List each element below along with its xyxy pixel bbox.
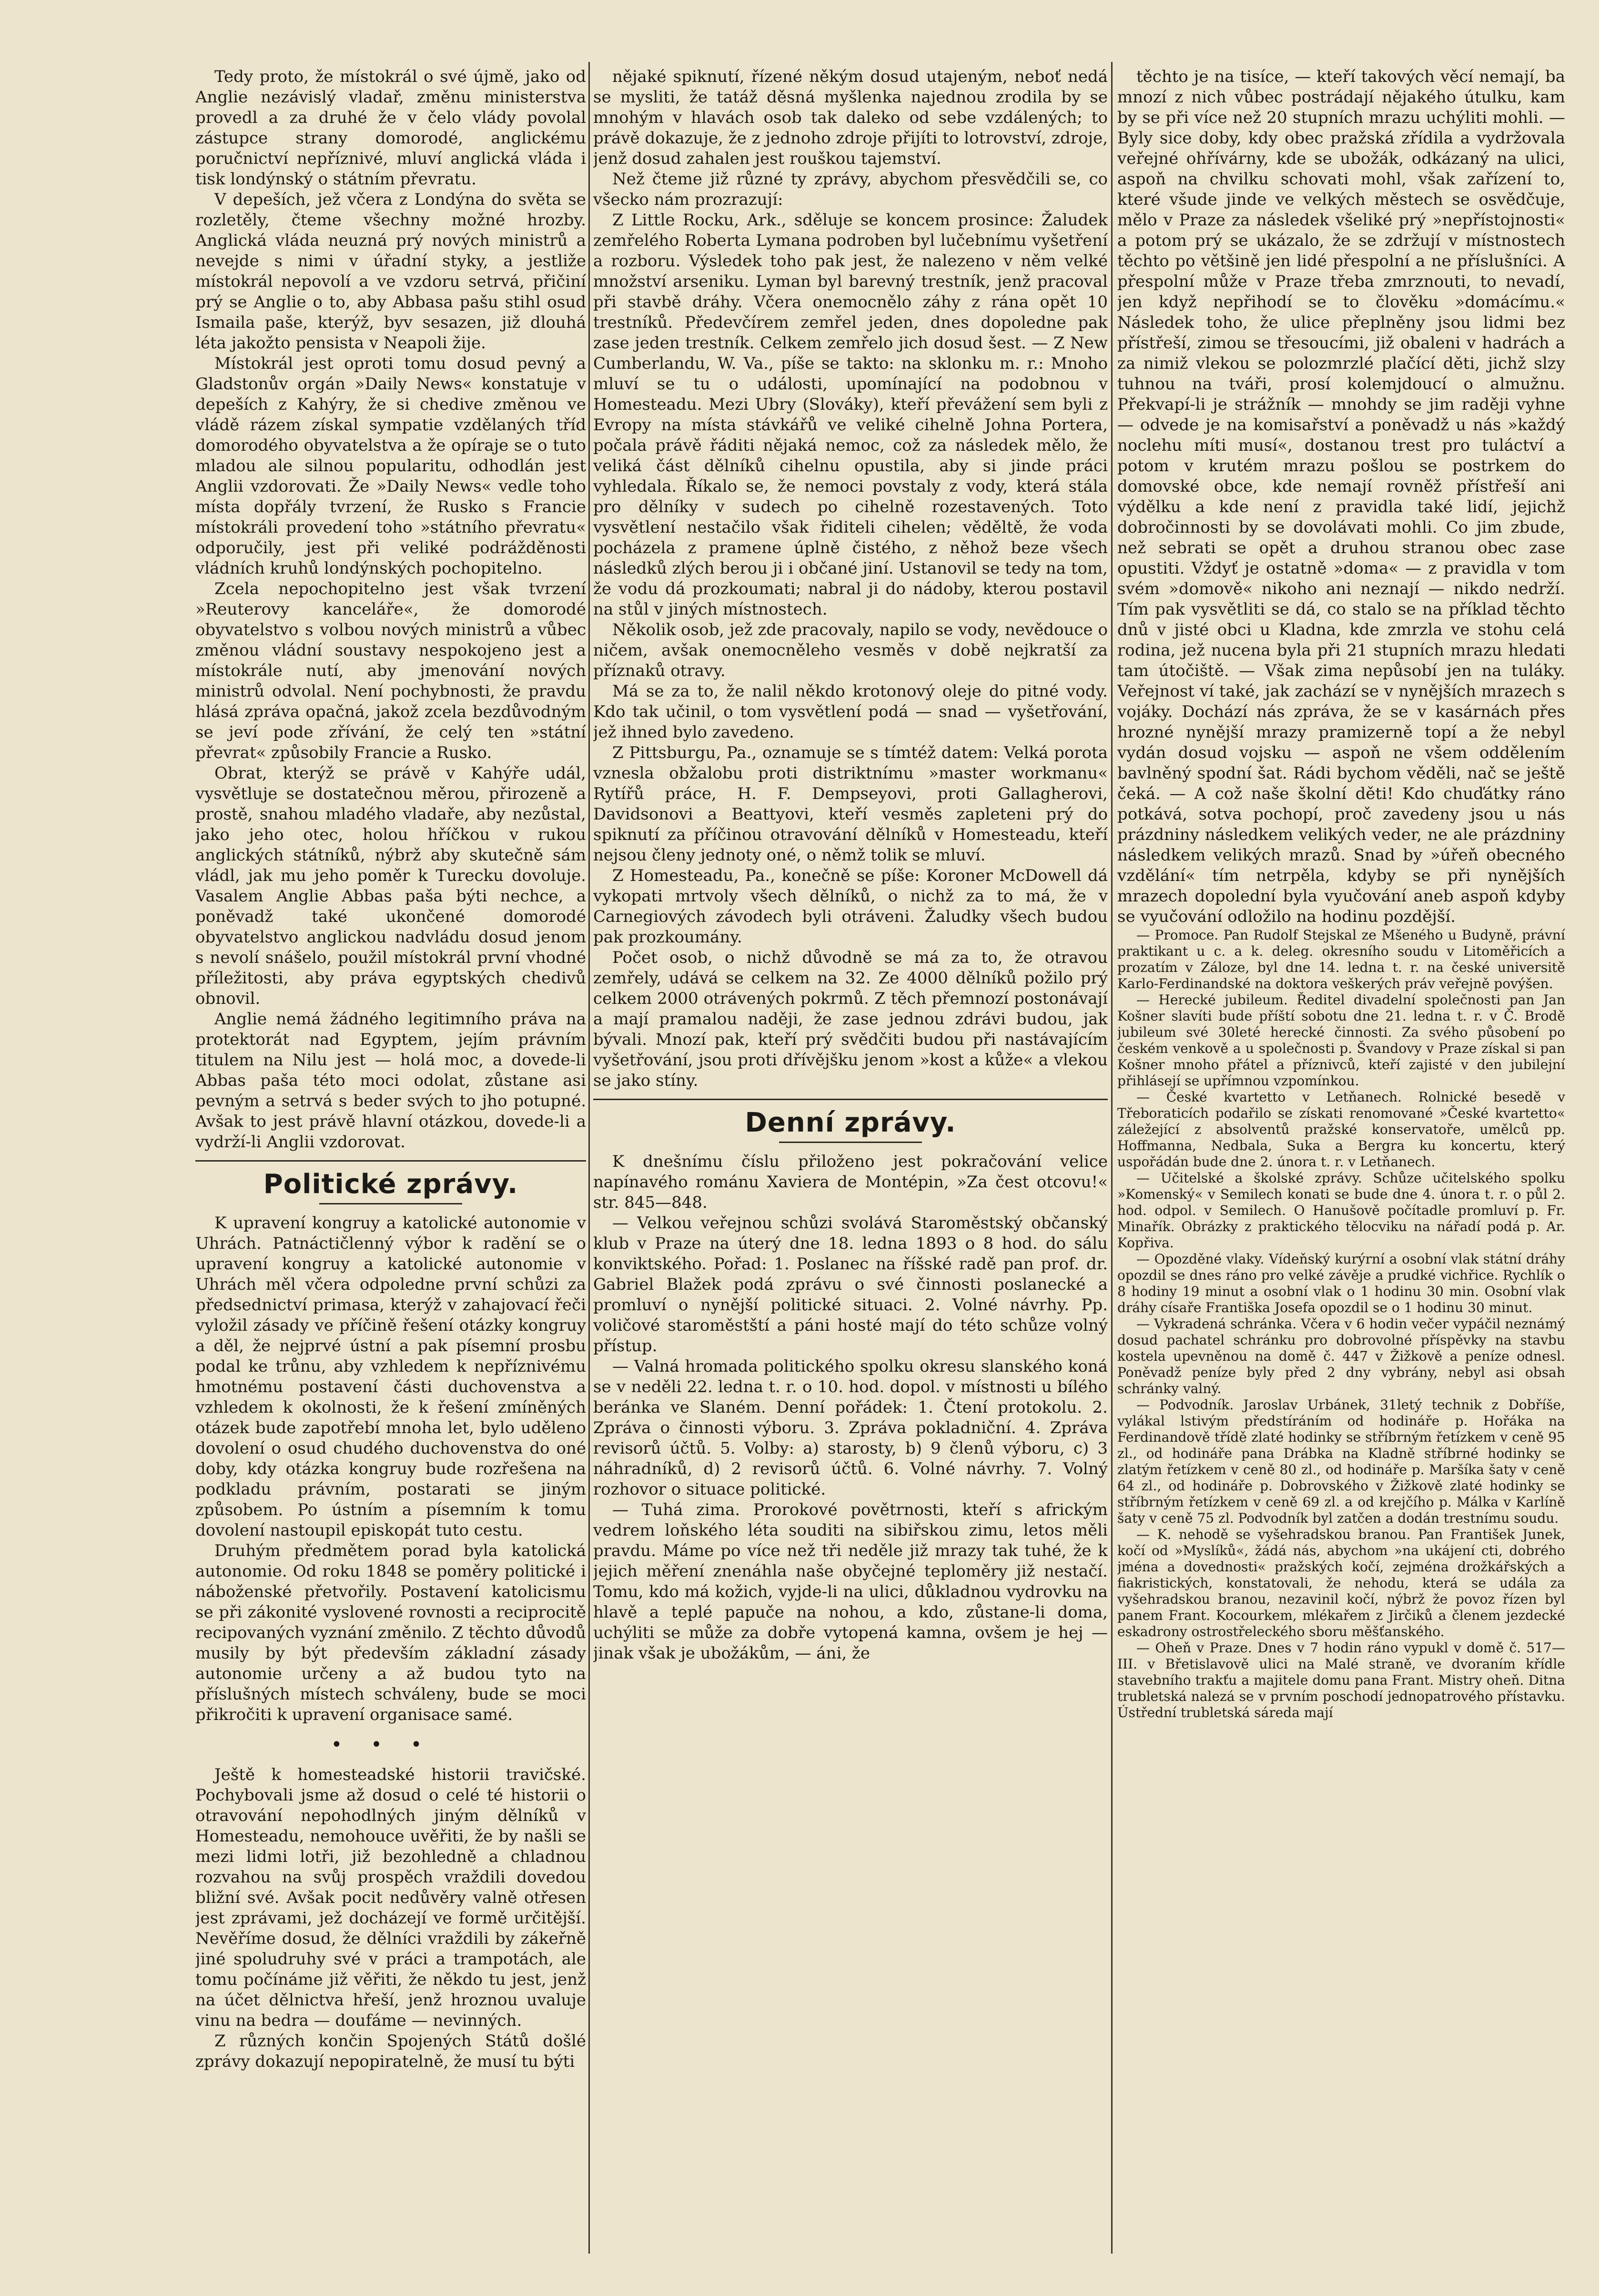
section-heading-politicke-zpravy: Politické zprávy. bbox=[263, 1169, 518, 1200]
paragraph: — Valná hromada politického spolku okresu slanského koná se v neděli 22. ledna t. r. o 10. hod. dopol. v místnosti u bílého beránka ve Slaném. Denní pořádek: 1. Čtení protokolu. 2. Zpráva o činnosti výboru. 3. Zpráva pokladniční. 4. Zpráva revisorů účtů. 5. Volby: a) starosty, b) 9 členů výboru, c) 3 náhradníků, d) 2 revisorů účtů. 6. Volné návrhy. 7. Volný rozhovor o situace politické. bbox=[593, 1357, 1108, 1499]
heading-underline bbox=[319, 1203, 462, 1204]
paragraph: Počet osob, o nichž důvodně se má za to, že otravou zemřely, udává se celkem na 32. Ze 4000 dělníků požilo prý celkem 2000 otrávených pokrmů. Z těch přemnozí postonávají a mají pramalou naději, že zase jednou zdrávi budou, jak bývali. Mnozí pak, kteří prý svědčiti budou při nastávajícím vyšetřování, jsou proti dřívějšku jenom »kost a kůže« a vlekou se jako stíny. bbox=[593, 948, 1108, 1090]
paragraph: Několik osob, jež zde pracovaly, napilo se vody, nevědouce o ničem, avšak onemocněleho vesměs v době nejkratší za příznaků otravy. bbox=[593, 620, 1108, 680]
column-3 bbox=[1117, 67, 1565, 2258]
section-divider bbox=[195, 1160, 586, 1162]
paragraph: Tedy proto, že místokrál o své újmě, jako od Anglie nezávislý vladař, změnu ministerstva provedl a za druhé že v čelo vlády povolal zástupce strany domorodé, anglickému poručnictví nepříznivé, mluví anglická vláda i tisk londýnský o státním převratu. bbox=[195, 67, 586, 189]
paragraph: těchto je na tisíce, — kteří takových věcí nemají, ba mnozí z nich vůbec postrádají nějakého útulku, kam by se při více než 20 stupních mrazu uchýliti mohli. — Byly sice doby, kdy obec pražská zřídila a vydržovala veřejné ohřívárny, kde se ubožák, odkázaný na ulici, aspoň na chvilku schovati mohl, však zařízení to, které všude jinde ve velkých městech se osvědčuje, mělo v Praze za následek všeliké prý »nepřístojnosti« a potom prý se ukázalo, že se zdržují v místnostech těchto po většině jen lidé přespolní a ne příslušníci. A přespolní může v Praze třeba zmrznouti, to nevadí, jen když nepřihodí se to člověku »domácímu.« Následek toho, že ulice přeplněny jsou lidmi bez přístřeší, zimou se třesoucími, již obaleni v hadrách a za nimiž vlekou se polozmrzlé plačící děti, jichž slzy tuhnou na tváři, prosí kolemjdoucí o almužnu. Překvapí-li je strážník — mnohdy se jim raději vyhne — odvede je na komisařství a poněvadž u nás »každý noclehu míti musí«, dostanou trest pro tuláctví a potom v krutém mrazu pošlou se postrkem do domovské obce, kde nemají rovněž přístřeší ani výdělku a kde není z pravidla také lidí, jejichž dobročinnosti by se dovolávati mohli. Co jim zbude, než sebrati se opět a druhou stranou obec zase opustiti. Vždyť je ostatně »doma« — z pravidla v tom svém »domově« nikoho ani neznají — nikdo nedrží. Tím pak vysvětliti se dá, co stalo se na příklad těchto dnů v jisté obci u Kladna, kde zmrzla ve stohu celá rodina, jež nucena byla při 21 stupních mrazu hledati tam útočiště. — Však zima nepůsobí jen na tuláky. Veřejnost ví také, jak zachází se v nynějších mrazech s vojáky. Dochází nás zpráva, že se v kasárnách přes hrozné nynější mrazy pramizerně topí a že nebyl vydán dosud vojsku — aspoň ne všem oddělením bavlněný spodní šat. Rádi bychom věděli, nač se ještě čeká. — A což naše školní děti! Kdo chuďátky ráno potkává, sotva pochopí, proč zavedeny jsou u nás prázdniny následkem velikých veder, ne ale prázdniny následkem velikých mrazů. Snad by »úřeň obecného vzdělání« tím netrpěla, kdyby se při nynějších mrazech dopolední byla vyučování aneb aspoň kdyby se vyučování odložilo na hodinu pozdější. bbox=[1117, 67, 1565, 926]
paragraph: Místokrál jest oproti tomu dosud pevný a Gladstonův orgán »Daily News« konstatuje v depeších z Kahýry, že si chedive změnou ve vládě rázem získal sympatie vzdělaných tříd domorodého obyvatelstva a že opíraje se o tuto mladou ale silnou popularitu, odhodlán jest Anglii vzdorovati. Že »Daily News« vedle toho místa dopřály tvrzení, že Rusko s Francie místokráli provedení toho »státního převratu« odporučily, jest při veliké podrážděnosti vládních kruhů londýnských pochopitelno. bbox=[195, 354, 586, 578]
asterism-divider: ••• bbox=[331, 1734, 451, 1756]
column-rule bbox=[588, 62, 590, 2254]
paragraph: Ještě k homesteadské historii travičské. Pochybovali jsme až dosud o celé té historii o otravování nepohodlných jiným dělníků v Homesteadu, nemohouce uvěřiti, že by našli se mezi lidmi lotři, již bezohledně a chladnou rozvahou na svůj prospěch vraždili dovedou bližní své. Avšak pocit nedůvěry valně otřesen jest zprávami, jež docházejí ve formě určitější. Nevěříme dosud, že dělníci vraždili by zákeřně jiné spoludruhy své v práci a trampotách, ale tomu počínáme již věřiti, že někdo tu jest, jenž na účet dělnictva hřeší, jenž hroznou uvaluje vinu na bedra — doufáme — nevinných. bbox=[195, 1765, 586, 2030]
column-2 bbox=[593, 67, 1108, 2258]
column-rule bbox=[1111, 62, 1113, 2254]
news-item: — Promoce. Pan Rudolf Stejskal ze Mšeného u Budyně, právní praktikant u c. a k. deleg. okresního soudu v Litoměřicích a prozatím v Záloze, byl dne 14. ledna t. r. na české universitě Karlo-Ferdinandské na doktora veškerých práv veřejně povýšen. bbox=[1117, 927, 1565, 991]
paragraph: Zcela nepochopitelno jest však tvrzení »Reuterovy kanceláře«, že domorodé obyvatelstvo s volbou nových ministrů a vůbec změnou vládní soustavy nespokojeno jest a místokrále nutí, aby jmenování nových ministrů odvolal. Není pochybnosti, že pravdu hlásá zpráva opačná, jakož zcela bezdůvodným se jeví pode zřívání, že celý ten »státní převrat« způsobily Francie a Rusko. bbox=[195, 579, 586, 762]
news-item: — České kvartetto v Letňanech. Rolnické besedě v Třeboraticích podařilo se získati renomované »České kvartetto« záležející z absolventů pražské konservatoře, umělců pp. Hoffmanna, Nedbala, Suka a Bergra ku koncertu, který uspořádán bude dne 2. února t. r. v Letňanech. bbox=[1117, 1089, 1565, 1170]
news-item: — Opozděné vlaky. Vídeňský kurýrní a osobní vlak státní dráhy opozdil se dnes ráno pro velké závěje a prudké vichřice. Rychlík o 8 hodiny 19 minut a osobní vlak o 1 hodinu 30 min. Osobní vlak dráhy císaře Františka Josefa opozdil se o 1 hodinu 30 minut. bbox=[1117, 1251, 1565, 1315]
news-briefs bbox=[1117, 927, 1565, 1721]
paragraph: — Tuhá zima. Prorokové povětrnosti, kteří s africkým vedrem loňského léta souditi na sibiřskou zimu, letos měli pravdu. Máme po více než tři neděle již mrazy tak tuhé, že k jejich měření znenáhla naše obyčejné teploměry již nestačí. Tomu, kdo má kožich, vyjde-li na ulici, důkladnou vydrovku na hlavě a teplé papuče na nohou, a kdo, zůstane-li doma, uchýliti se může za dobře vytopená kamna, ovšem je hej — jinak však je ubožákům, — áni, že bbox=[593, 1500, 1108, 1663]
paragraph: nějaké spiknutí, řízené někým dosud utajeným, neboť nedá se mysliti, že tatáž děsná myšlenka najednou zrodila by se mnohým v hlavách osob tak daleko od sebe vzdálených; to právě dokazuje, že z jednoho zdroje přijíti to lotrovství, zdroje, jenž dosud zahalen jest rouškou tajemství. bbox=[593, 67, 1108, 168]
news-item: — Herecké jubileum. Ředitel divadelní společnosti pan Jan Košner slavíti bude příští sobotu dne 21. ledna t. r. v Č. Brodě jubileum své 30leté herecké činnosti. Za svého působení po českém venkově a u společnosti p. Švandovy v Praze získal si pan Košner mnoho přátel a příznivců, kteří zajisté v den jubilejní přihlásejí se upřímnou vzpomínkou. bbox=[1117, 992, 1565, 1089]
news-item: — Učitelské a školské zprávy. Schůze učitelského spolku »Komenský« v Semilech konati se bude dne 4. února t. r. o půl 2. hod. odpol. v Semilech. O Hanušově počítadle promluví p. Fr. Minařík. Obrázky z praktického tělocviku na nářadí podá p. Ar. Kopřiva. bbox=[1117, 1170, 1565, 1251]
section-divider bbox=[593, 1099, 1108, 1100]
paragraph: Než čteme již různé ty zprávy, abychom přesvědčili se, co všecko nám prozrazují: bbox=[593, 170, 1108, 209]
heading-underline bbox=[779, 1142, 922, 1143]
column-1 bbox=[195, 67, 586, 2258]
paragraph: — Velkou veřejnou schůzi svolává Staroměstský občanský klub v Praze na úterý dne 18. ledna 1893 o 8 hod. do sálu konviktského. Pořad: 1. Poslanec na říšské radě pan prof. dr. Gabriel Blažek podá zprávu o své činnosti poslanecké a promluví o nynější politické situaci. 2. Volné návrhy. Pp. voličové staroměstští a páni hosté mají do této schůze volný přístup. bbox=[593, 1214, 1108, 1355]
paragraph: Má se za to, že nalil někdo krotonový oleje do pitné vody. Kdo tak učinil, o tom vysvětlení podá — snad — vyšetřování, jež ihned bylo zavedeno. bbox=[593, 682, 1108, 742]
paragraph: V depeších, jež včera z Londýna do světa se rozletěly, čteme všechny možné hrozby. Anglická vláda neuzná prý nových ministrů a nevejde s nimi v úřadní styky, a jestliže místokrál nepovolí a ve vzdoru setrvá, přičiní prý se Anglie o to, aby Abbasa pašu stihl osud Ismaila paše, kterýž, byv sesazen, již dlouhá léta jakožto pensista v Neapoli žije. bbox=[195, 190, 586, 353]
section-heading-denni-zpravy: Denní zprávy. bbox=[745, 1107, 956, 1138]
news-item: — Oheň v Praze. Dnes v 7 hodin ráno vypukl v domě č. 517—III. v Břetislavově ulici na Malé straně, ve dvoraním křídle stavebního trakťu a majitele domu pana Frant. Mistry oheň. Ditna trubletská nalezá se v prvním poschodí jednopatrového přístavku. Ústřední trubletská sáreda mají bbox=[1117, 1640, 1565, 1720]
paragraph: Z Little Rocku, Ark., sděluje se koncem prosince: Žaludek zemřelého Roberta Lymana podroben byl lučebnímu vyšetření a rozboru. Výsledek toho pak jest, že nalezeno v něm velké množství arseniku. Lyman byl barevný trestník, jenž pracoval při stavbě dráhy. Včera onemocnělo záhy z rána opět 10 trestníků. Předevčírem zemřel jeden, dnes dopoledne pak zase jeden trestník. Celkem zemřelo jich dosud šest. — Z New Cumberlandu, W. Va., píše se takto: na sklonku m. r.: Mnoho mluví se tu o události, upomínající na podobnou v Homesteadu. Mezi Ubry (Slováky), kteří převážení sem byli z Evropy na místa stávkářů ve veliké cihelně Johna Portera, počala právě řáditi nějaká nemoc, což za následek mělo, že veliká část dělníků cihelnu opustila, aby si jinde práci vyhledala. Říkalo se, že nemoci povstaly z vody, která stála pro dělníky v sudech po cihelně rozestavených. Toto vysvětlení nestačilo však řiditeli cihelen; věděltě, že voda pocházela z pramene úplně čistého, z něhož beze všech následků zlých berou ji i občané jiní. Ustanovil se tedy na tom, že vodu dá prozkoumati; nabral ji do nádoby, kterou postavil na stůl v jiných místnostech. bbox=[593, 211, 1108, 619]
paragraph: Obrat, kterýž se právě v Kahýře udál, vysvětluje se dostatečnou měrou, přirozeně a prostě, snahou mladého vladaře, aby nezůstal, jako jeho otec, holou hříčkou v rukou anglických státníků, nýbrž aby skutečně sám vládl, jak mu jeho poměr k Turecku dovoluje. Vasalem Anglie Abbas paša býti nechce, a poněvadž také ukončené domorodé obyvatelstvo anglickou nadvládu dosud jenom s nevolí snášelo, použil místokrál první vhodné příležitosti, aby práva egyptských chedivů obnovil. bbox=[195, 764, 586, 1008]
news-item: — Podvodník. Jaroslav Urbánek, 31letý technik z Dobříše, vylákal lstivým předstíráním od hodináře p. Hořáka na Ferdinandově třídě zlaté hodinky se stříbrným řetízkem v ceně 95 zl., od hodináře pana Drábka na Kladně stříbrné hodinky se zlatým řetízkem v ceně 80 zl., od hodináře p. Maršíka šaty v ceně 64 zl., od hodináře p. Dobrovského v Žižkově zlaté hodinky se stříbrným řetízkem v ceně 69 zl. a od krejčího p. Málka v Karlíně šaty v ceně 75 zl. Podvodník byl zatčen a dodán trestnímu soudu. bbox=[1117, 1397, 1565, 1526]
news-item: — Vykradená schránka. Včera v 6 hodin večer vypáčil neznámý dosud pachatel schránku pro dobrovolné příspěvky na stavbu kostela upevněnou na domě č. 447 v Žižkově a peníze odnesl. Poněvadž peníze byly před 2 dny vybrány, nebyl asi obsah schránky valný. bbox=[1117, 1316, 1565, 1396]
paragraph: Druhým předmětem porad byla katolická autonomie. Od roku 1848 se poměry politické i náboženské přetvořily. Postavení katolicismu se při zákonité vyslovené rovnosti a reciprocitě recipovaných vyznání změnilo. Z těchto důvodů musily by být především základní zásady autonomie určeny a až budou tyto na příslušných místech schváleny, bude se moci přikročiti k upravení organisace samé. bbox=[195, 1541, 586, 1724]
paragraph: K upravení kongruy a katolické autonomie v Uhrách. Patnáctičlenný výbor k radění se o upravení kongruy a katolické autonomie v Uhrách měl včera odpoledne první schůzi za předsednictví primasa, kterýž v zahajovací řeči vyložil zásady ve příčině řešení otázky kongruy a děl, že nejprvé ústní a pak písemní prosbu podal ke trůnu, aby vzhledem k nepříznivému hmotnému postavení části duchovenstva a vzhledem k okolnosti, že k řešení zmíněných otázek bude zapotřebí mnoha let, bylo uděleno dovolení o osud chudého duchovenstva do oné doby, kdy otázka kongruy bude rozřešena na podkladu právním, postarati se jiným způsobem. Po ústním a písemním k tomu dovolení nastoupil episkopát tuto cestu. bbox=[195, 1214, 586, 1540]
news-item: — K. nehodě se vyšehradskou branou. Pan František Junek, kočí od »Myslíků«, žádá nás, abychom »na ukájení cti, dobrého jména a dovednosti« pražských kočí, zejména drožkářských a fiakristických, konstatovali, že nehodu, která se udála za vyšehradskou branou, nezavinil kočí, nýbrž že povoz řízen byl panem Frant. Kocourkem, mlékařem z Jirčiků a členem jezdecké eskadrony ostrostřeleckého sboru měšťanského. bbox=[1117, 1527, 1565, 1639]
paragraph: Z Pittsburgu, Pa., oznamuje se s tímtéž datem: Velká porota vznesla obžalobu proti distriktnímu »master workmanu« Rytířů práce, H. F. Dempseyovi, proti Gallagherovi, Davidsonovi a Beattyovi, kteří vesměs zapleteni prý do spiknutí za příčinou otravování dělníků v Homesteadu, kteří nejsou členy jednoty oné, o němž tolik se mluví. bbox=[593, 743, 1108, 865]
paragraph: Anglie nemá žádného legitimního práva na protektorát nad Egyptem, jejím právním titulem na Nilu jest — holá moc, a dovede-li Abbas paša této moci odolat, zůstane asi pevným a setrvá s beder svých to jho potupné. Avšak to jest právě hlavní otázkou, dovede-li a vydrží-li Anglii vzdorovat. bbox=[195, 1010, 586, 1152]
paragraph: Z Homesteadu, Pa., konečně se píše: Koroner McDowell dá vykopati mrtvoly všech dělníků, o nichž za to má, že v Carnegiových závodech byli otráveni. Žaludky všech budou pak prozkoumány. bbox=[593, 866, 1108, 947]
paragraph: K dnešnímu číslu přiloženo jest pokračování velice napínavého románu Xaviera de Montépin, »Za čest otcovu!« str. 845—848. bbox=[593, 1152, 1108, 1212]
paragraph: Z různých končin Spojených Států došlé zprávy dokazují nepopiratelně, že musí tu býti bbox=[195, 2032, 586, 2071]
